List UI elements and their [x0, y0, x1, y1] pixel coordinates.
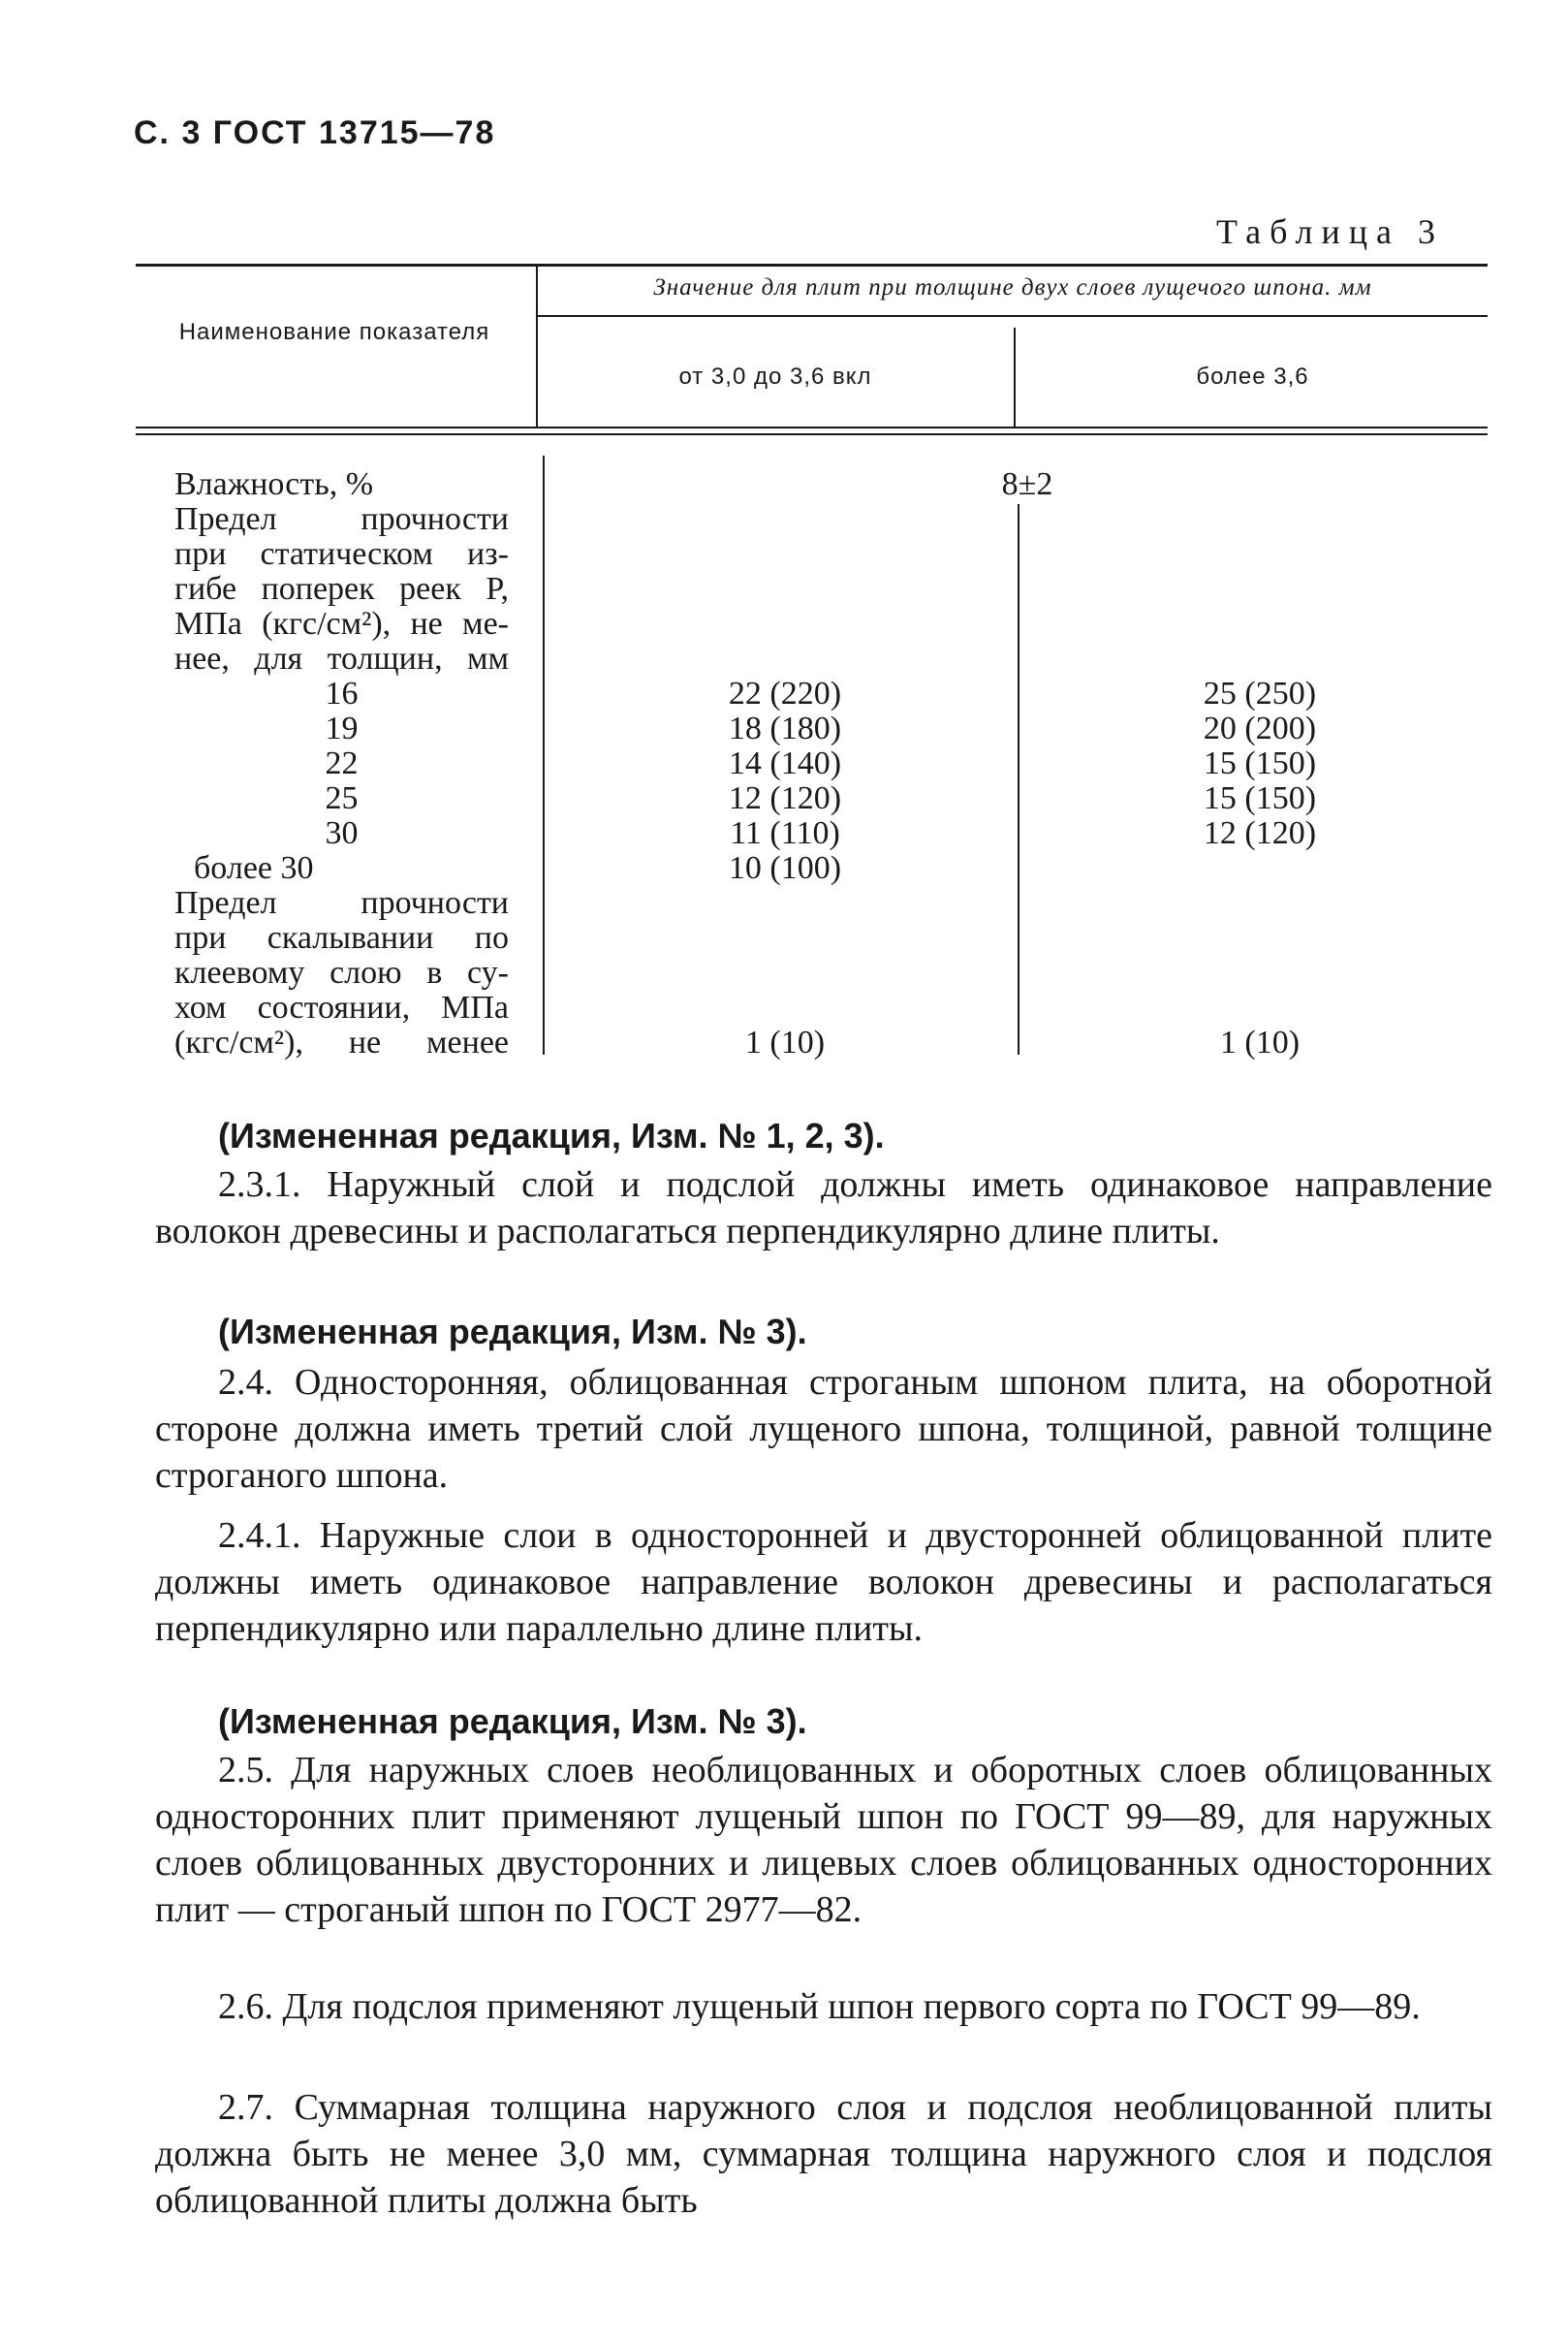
col-divider-right-header: [1014, 328, 1016, 427]
amendment-note: (Измененная редакция, Изм. № 3).: [218, 1312, 807, 1351]
page-header: С. 3 ГОСТ 13715—78: [134, 114, 496, 151]
paragraph-2-4: 2.4. Односторонняя, облицованная строганым шпоном плита, на оборотной стороне должна иметь третий слой лущеного шпона, толщиной, равной толщине строганого шпона.: [155, 1362, 1492, 1496]
row-thickness-name: 22: [325, 745, 359, 781]
row-thickness-value-2: 12 (120): [1203, 815, 1317, 851]
group-header-rule: [538, 315, 1488, 317]
amendment-note: (Измененная редакция, Изм. № 3).: [218, 1701, 807, 1741]
column-group-header: Значение для плит при толщине двух слоев лущечого шпона. мм: [653, 274, 1372, 301]
row-thickness-value-2: 15 (150): [1203, 745, 1317, 781]
paragraph-2-5: 2.5. Для наружных слоев необлицованных и оборотных слоев облицованных односторонних плит применяют лущеный шпон по ГОСТ 99—89, для наружных слоев облицованных двусторонних и лицевых слоев облицованных односторонних плит — строганый шпон по ГОСТ 2977—82.: [155, 1750, 1492, 1930]
row-strength-name-line: при статическом из-: [174, 536, 509, 572]
row-strength-name-line: МПа (кгс/см²), не ме-: [174, 606, 509, 642]
col-divider-right-body: [1018, 504, 1019, 1055]
row-thickness-value-1: 22 (220): [728, 676, 842, 712]
row-strength-name-line: гибе поперек реек P,: [174, 571, 509, 607]
row-thickness-value-2: 20 (200): [1203, 711, 1317, 746]
row-thickness-value-1: 10 (100): [728, 850, 842, 886]
table-top-rule: [136, 264, 1488, 267]
column-header-name: Наименование показателя: [178, 319, 490, 345]
row-thickness-value-2: 25 (250): [1203, 676, 1317, 712]
column-header-range-1: от 3,0 до 3,6 вкл: [678, 364, 872, 390]
row-shear-name-line: хом состоянии, МПа: [174, 990, 509, 1026]
row-thickness-value-1: 11 (110): [730, 815, 840, 851]
row-thickness-name: 19: [325, 711, 359, 746]
header-bottom-rule-2: [136, 433, 1488, 435]
row-thickness-name: более 30: [194, 850, 314, 886]
row-thickness-name: 16: [325, 676, 359, 712]
row-shear-name-line: Предел прочности: [174, 885, 509, 921]
row-thickness-value-2: 15 (150): [1203, 780, 1317, 816]
row-shear-value-2: 1 (10): [1219, 1025, 1301, 1061]
row-thickness-value-1: 18 (180): [728, 711, 842, 746]
row-shear-name-line: клеевому слою в су-: [174, 955, 509, 991]
row-strength-name-line: нее, для толщин, мм: [174, 641, 509, 677]
header-bottom-rule-1: [136, 427, 1488, 428]
row-thickness-value-1: 14 (140): [728, 745, 842, 781]
column-header-range-2: более 3,6: [1196, 364, 1309, 390]
table-title: Таблица 3: [1216, 212, 1444, 251]
paragraph-2-4-1: 2.4.1. Наружные слои в односторонней и двусторонней облицованной плите должны иметь одинаковое направление волокон древесины и располагаться перпендикулярно или параллельно длине плиты.: [155, 1515, 1492, 1649]
paragraph-2-3-1: 2.3.1. Наружный слой и подслой должны иметь одинаковое направление волокон древесины и располагаться перпендикулярно длине плиты.: [155, 1164, 1492, 1251]
row-shear-name-line: при скалывании по: [174, 920, 509, 956]
row-thickness-value-1: 12 (120): [728, 780, 842, 816]
paragraph-2-6: 2.6. Для подслоя применяют лущеный шпон первого сорта по ГОСТ 99—89.: [218, 1986, 1421, 2027]
row-moisture-name: Влажность, %: [174, 466, 374, 502]
amendment-note: (Измененная редакция, Изм. № 1, 2, 3).: [218, 1116, 885, 1156]
row-moisture-value: 8±2: [1001, 466, 1053, 502]
row-thickness-name: 25: [325, 780, 359, 816]
row-shear-name-line: (кгс/см²), не менее: [174, 1025, 509, 1061]
row-shear-value-1: 1 (10): [744, 1025, 826, 1061]
row-thickness-name: 30: [325, 815, 359, 851]
col-divider-left-body: [543, 456, 545, 1055]
paragraph-2-7: 2.7. Суммарная толщина наружного слоя и подслоя необлицованной плиты должна быть не менее 3,0 мм, суммарная толщина наружного слоя и подслоя облицованной плиты должна быть: [155, 2087, 1492, 2221]
row-strength-name-line: Предел прочности: [174, 501, 509, 537]
